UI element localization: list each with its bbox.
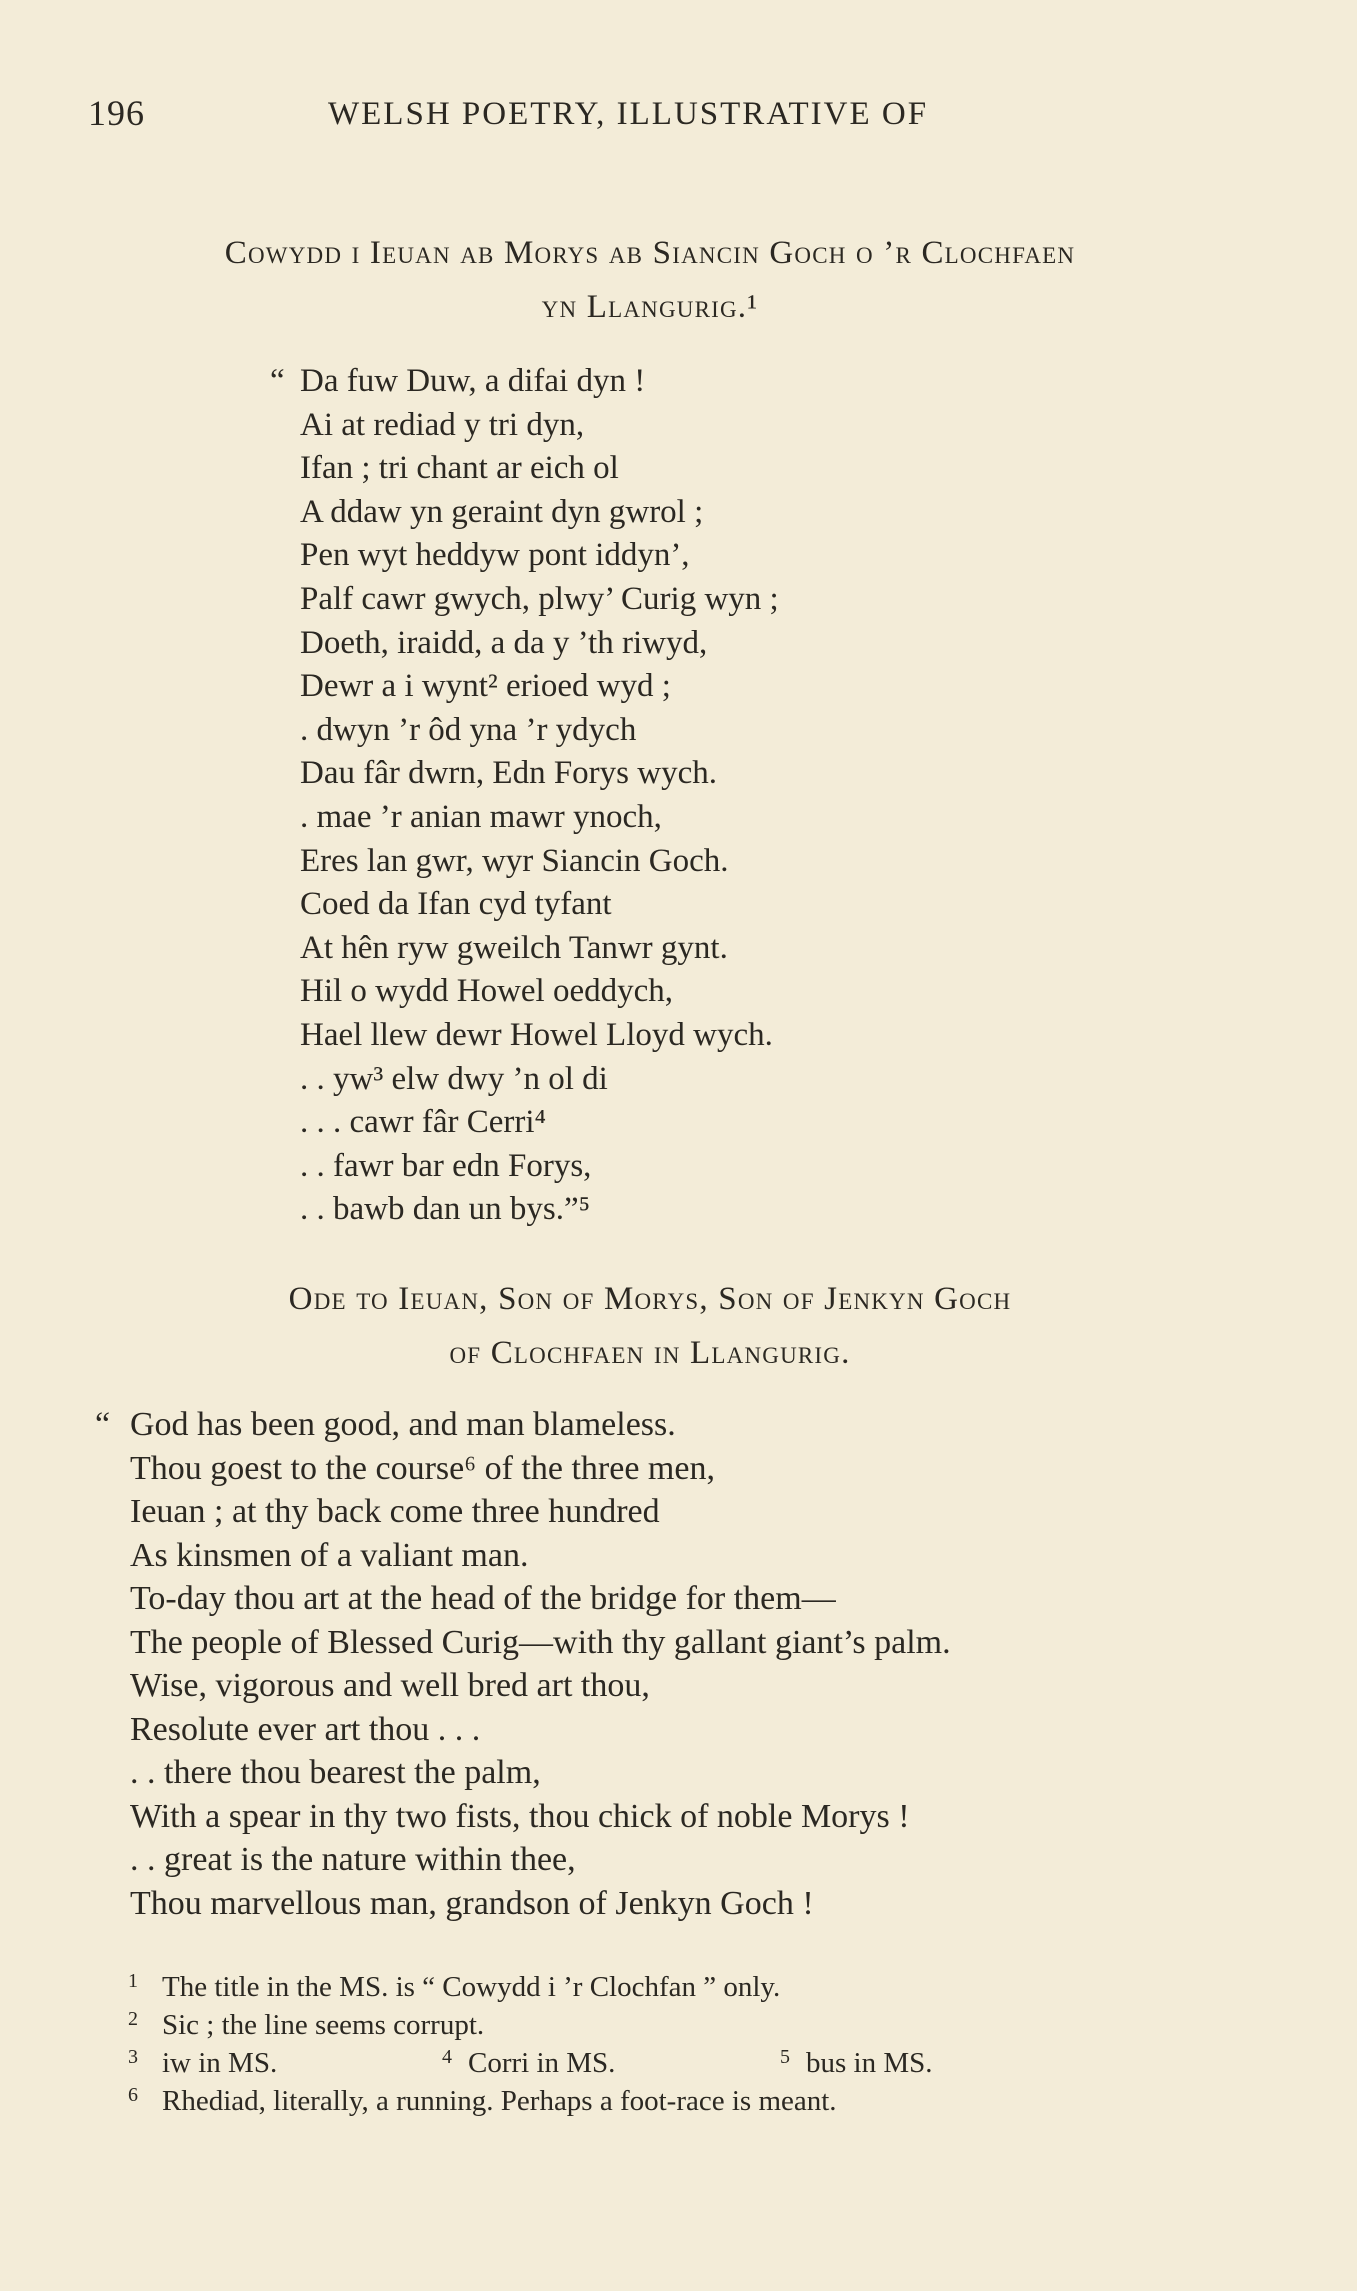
footnote-6	[128, 2082, 837, 2120]
verse-line: Da fuw Duw, a difai dyn !	[300, 363, 646, 399]
verse-line: Eres lan gwr, wyr Siancin Goch.	[300, 842, 729, 879]
verse-line: Resolute ever art thou . . .	[130, 1710, 481, 1748]
verse-line: As kinsmen of a valiant man.	[130, 1536, 529, 1574]
running-title: WELSH POETRY, ILLUSTRATIVE OF	[328, 96, 929, 132]
footnote-number: 2	[128, 2008, 138, 2030]
verse-line: Thou marvellous man, grandson of Jenkyn Goch !	[130, 1884, 814, 1922]
page-number: 196	[88, 93, 145, 133]
verse-line: Hael llew dewr Howel Lloyd wych.	[300, 1016, 773, 1053]
verse-line: The people of Blessed Curig—with thy gallant giant’s palm.	[130, 1623, 951, 1661]
verse-line: . . fawr bar edn Forys,	[300, 1147, 592, 1184]
verse-line: Wise, vigorous and well bred art thou,	[130, 1667, 650, 1704]
verse-line: Coed da Ifan cyd tyfant	[300, 886, 612, 923]
footnote-number: 1	[128, 1970, 138, 1992]
verse-line: Palf cawr gwych, plwy’ Curig wyn ;	[300, 580, 779, 617]
verse-line: To-day thou art at the head of the bridge for them—	[130, 1580, 836, 1617]
footnote-number: 5	[780, 2046, 790, 2068]
footnote-number: 3	[128, 2046, 138, 2068]
verse-line: At hên ryw gweilch Tanwr gynt.	[300, 929, 728, 966]
footnote-2	[128, 2006, 837, 2044]
footnotes	[128, 1968, 933, 2120]
footnote-number: 6	[128, 2084, 138, 2106]
verse-line: Thou goest to the course⁶ of the three men,	[130, 1449, 715, 1487]
welsh-title-line-1: Cowydd i Ieuan ab Morys ab Siancin Goch o ’r Clochfaen	[224, 235, 1076, 271]
footnote-row-3-4-5	[128, 2044, 933, 2082]
verse-line: Pen wyt heddyw pont iddyn’,	[300, 537, 690, 574]
footnote-text: bus in MS.	[806, 2047, 933, 2079]
footnote-text: The title in the MS. is “ Cowydd i ’r Clochfan ” only.	[162, 1971, 781, 2003]
verse-line: . . . cawr fâr Cerri⁴	[300, 1104, 547, 1141]
verse-line: . dwyn ’r ôd yna ’r ydych	[300, 711, 637, 748]
footnote-text: iw in MS.	[162, 2047, 278, 2079]
footnote-4	[442, 2044, 616, 2082]
welsh-poem-title	[80, 226, 1220, 334]
welsh-poem	[300, 360, 779, 1232]
footnote-text: Rhediad, literally, a running. Perhaps a foot-race is meant.	[162, 2085, 837, 2117]
welsh-open-quote: “	[270, 363, 285, 399]
english-open-quote: “	[95, 1406, 111, 1443]
verse-line: . mae ’r anian mawr ynoch,	[300, 798, 662, 835]
verse-line: Dewr a i wynt² erioed wyd ;	[300, 668, 671, 705]
verse-line: A ddaw yn geraint dyn gwrol ;	[300, 493, 704, 530]
footnote-1	[128, 1968, 837, 2006]
english-title-line-1: Ode to Ieuan, Son of Morys, Son of Jenkyn Goch	[288, 1281, 1012, 1317]
verse-line: Hil o wydd Howel oeddych,	[300, 973, 674, 1010]
verse-line: Ai at rediad y tri dyn,	[300, 406, 585, 443]
verse-line: Dau fâr dwrn, Edn Forys wych.	[300, 755, 717, 792]
verse-line: . . great is the nature within thee,	[130, 1841, 576, 1878]
welsh-title-line-2: yn Llangurig.¹	[541, 289, 759, 325]
footnote-5	[780, 2044, 933, 2082]
verse-line: . . bawb dan un bys.”⁵	[300, 1191, 591, 1228]
verse-line: God has been good, and man blameless.	[130, 1406, 676, 1443]
verse-line: Ifan ; tri chant ar eich ol	[300, 450, 619, 487]
footnote-text: Corri in MS.	[468, 2047, 616, 2079]
verse-line: . . yw³ elw dwy ’n ol di	[300, 1060, 608, 1097]
verse-line: With a spear in thy two fists, thou chick of noble Morys !	[130, 1797, 910, 1835]
verse-line: . . there thou bearest the palm,	[130, 1754, 541, 1791]
english-poem	[130, 1403, 951, 1925]
verse-line: Doeth, iraidd, a da y ’th riwyd,	[300, 624, 708, 661]
english-poem-title	[80, 1272, 1220, 1380]
footnote-text: Sic ; the line seems corrupt.	[162, 2009, 485, 2041]
english-title-line-2: of Clochfaen in Llangurig.	[449, 1335, 851, 1371]
footnote-number: 4	[442, 2046, 452, 2068]
verse-line: Ieuan ; at thy back come three hundred	[130, 1493, 660, 1530]
